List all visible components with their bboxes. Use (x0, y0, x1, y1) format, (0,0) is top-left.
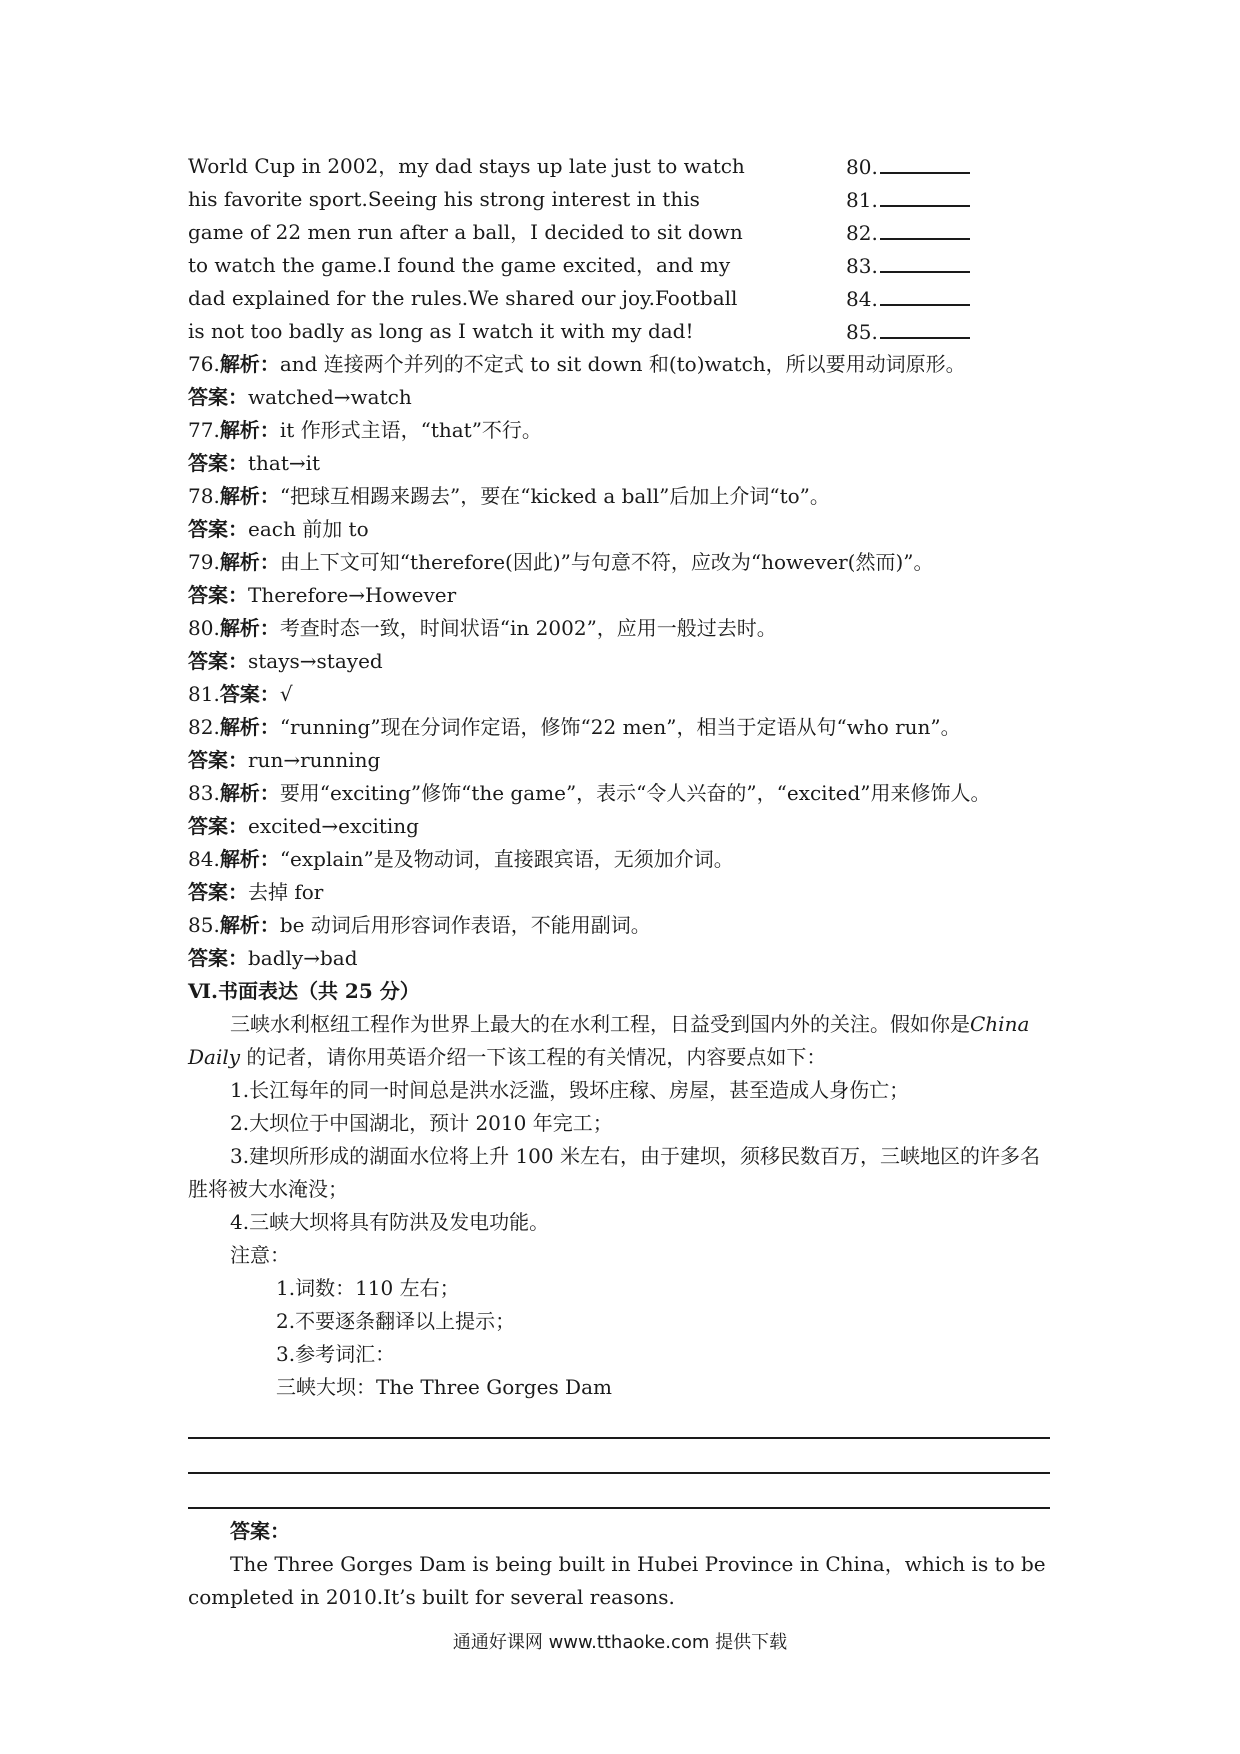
answer-blank (846, 249, 970, 283)
blank-line[interactable] (880, 315, 970, 339)
item-number: 80. (188, 616, 220, 640)
item-label: 答案： (188, 946, 248, 970)
item-number: 82. (188, 715, 220, 739)
answer-item (188, 447, 1058, 480)
blank-number: 83. (846, 254, 878, 278)
answer-item (188, 744, 1058, 777)
passage-text: dad explained for the rules.We shared our joy.Football (188, 286, 738, 310)
answer-item (188, 711, 1058, 744)
answer-item (188, 645, 1058, 678)
answer-list (188, 348, 1058, 975)
passage-line (188, 150, 1058, 183)
item-text: be 动词后用形容词作表语，不能用副词。 (279, 913, 651, 937)
item-label: 答案： (188, 517, 248, 541)
item-text: watched→watch (248, 385, 412, 409)
writing-line[interactable] (188, 1439, 1050, 1474)
blank-line[interactable] (880, 150, 970, 174)
item-label: 答案： (219, 682, 280, 706)
model-answer-text: The Three Gorges Dam is being built in Hubei Province in China，which is to be completed in 2010.It’s built for several reasons. (188, 1552, 1046, 1609)
answer-blank (846, 150, 970, 184)
item-text: 要用“exciting”修饰“the game”，表示“令人兴奋的”，“excited”用来修饰人。 (279, 781, 991, 805)
item-label: 答案： (188, 583, 248, 607)
answer-item (188, 513, 1058, 546)
task-point: 1.长江每年的同一时间总是洪水泛滥，毁坏庄稼、房屋，甚至造成人身伤亡； (230, 1078, 910, 1102)
item-text: “running”现在分词作定语，修饰“22 men”，相当于定语从句“who run”。 (279, 715, 961, 739)
item-text: Therefore→However (248, 583, 457, 607)
writing-area (188, 1404, 1058, 1509)
passage-text: to watch the game.I found the game excited，and my (188, 253, 731, 277)
section-title: Ⅵ.书面表达（共 25 分） (188, 979, 420, 1003)
blank-number: 80. (846, 155, 878, 179)
page-footer: 通通好课网 www.tthaoke.com 提供下载 (452, 1632, 788, 1653)
item-label: 解析： (219, 847, 280, 871)
item-label: 解析： (219, 550, 280, 574)
answer-item (188, 579, 1058, 612)
blank-number: 85. (846, 320, 878, 344)
item-text: 由上下文可知“therefore(因此)”与句意不符，应改为“however(然而)”。 (279, 550, 934, 574)
passage (188, 150, 1058, 348)
passage-text: his favorite sport.Seeing his strong interest in this (188, 187, 700, 211)
item-label: 答案： (188, 385, 248, 409)
answer-item (188, 348, 1058, 381)
passage-line (188, 249, 1058, 282)
model-answer-title: 答案： (230, 1519, 290, 1543)
item-label: 解析： (219, 484, 280, 508)
passage-text: game of 22 men run after a ball，I decided to sit down (188, 220, 743, 244)
passage-text: is not too badly as long as I watch it with my dad! (188, 319, 694, 343)
item-text: and 连接两个并列的不定式 to sit down 和(to)watch，所以要用动词原形。 (279, 352, 966, 376)
answer-item (188, 678, 1058, 711)
item-number: 76. (188, 352, 220, 376)
answer-item (188, 909, 1058, 942)
item-text: each 前加 to (248, 517, 369, 541)
answer-item (188, 381, 1058, 414)
item-label: 解析： (219, 418, 280, 442)
note-title: 注意： (230, 1243, 290, 1267)
passage-line (188, 216, 1058, 249)
item-label: 解析： (219, 352, 280, 376)
item-number: 77. (188, 418, 220, 442)
newspaper-name: China Daily (188, 1012, 1030, 1069)
blank-line[interactable] (880, 249, 970, 273)
blank-line[interactable] (880, 183, 970, 207)
item-number: 84. (188, 847, 220, 871)
item-text: √ (279, 682, 293, 706)
task-intro-part2: 的记者，请你用英语介绍一下该工程的有关情况，内容要点如下： (240, 1045, 827, 1069)
item-text: excited→exciting (248, 814, 419, 838)
item-number: 83. (188, 781, 220, 805)
item-label: 答案： (188, 748, 248, 772)
writing-line[interactable] (188, 1474, 1050, 1509)
note-item: 2.不要逐条翻译以上提示； (276, 1309, 516, 1333)
blank-number: 81. (846, 188, 878, 212)
item-text: stays→stayed (248, 649, 383, 673)
item-text: 考查时态一致，时间状语“in 2002”，应用一般过去时。 (279, 616, 777, 640)
item-label: 解析： (219, 913, 280, 937)
item-text: 去掉 for (248, 880, 324, 904)
item-label: 答案： (188, 880, 248, 904)
answer-blank (846, 183, 970, 217)
item-number: 85. (188, 913, 220, 937)
item-text: “把球互相踢来踢去”，要在“kicked a ball”后加上介词“to”。 (279, 484, 830, 508)
blank-number: 84. (846, 287, 878, 311)
passage-line (188, 315, 1058, 348)
answer-item (188, 843, 1058, 876)
item-number: 78. (188, 484, 220, 508)
answer-item (188, 480, 1058, 513)
blank-number: 82. (846, 221, 878, 245)
answer-item (188, 546, 1058, 579)
blank-line[interactable] (880, 282, 970, 306)
answer-blank (846, 315, 970, 349)
item-number: 79. (188, 550, 220, 574)
item-text: “explain”是及物动词，直接跟宾语，无须加介词。 (279, 847, 734, 871)
item-text: badly→bad (248, 946, 358, 970)
item-label: 答案： (188, 814, 248, 838)
item-label: 答案： (188, 451, 248, 475)
task-intro (188, 1008, 1058, 1074)
item-label: 解析： (219, 781, 280, 805)
answer-item (188, 810, 1058, 843)
item-label: 解析： (219, 616, 280, 640)
answer-item (188, 942, 1058, 975)
item-text: run→running (248, 748, 381, 772)
answer-item (188, 777, 1058, 810)
passage-text: World Cup in 2002，my dad stays up late just to watch (188, 154, 745, 178)
task-point: 2.大坝位于中国湖北，预计 2010 年完工； (230, 1111, 613, 1135)
task-point: 4.三峡大坝将具有防洪及发电功能。 (230, 1210, 550, 1234)
task-point: 3.建坝所形成的湖面水位将上升 100 米左右，由于建坝，须移民数百万，三峡地区的许多名胜将被大水淹没； (188, 1144, 1040, 1201)
writing-line[interactable] (188, 1404, 1050, 1439)
item-text: that→it (248, 451, 321, 475)
note-item: 三峡大坝：The Three Gorges Dam (276, 1375, 612, 1399)
blank-line[interactable] (880, 216, 970, 240)
answer-blank (846, 216, 970, 250)
item-label: 答案： (188, 649, 248, 673)
answer-item (188, 414, 1058, 447)
item-label: 解析： (219, 715, 280, 739)
note-item: 3.参考词汇： (276, 1342, 396, 1366)
note-item: 1.词数：110 左右； (276, 1276, 460, 1300)
answer-item (188, 612, 1058, 645)
passage-line (188, 183, 1058, 216)
answer-blank (846, 282, 970, 316)
document-page (188, 150, 1058, 1614)
answer-item (188, 876, 1058, 909)
item-number: 81. (188, 682, 220, 706)
item-text: it 作形式主语，“that”不行。 (279, 418, 542, 442)
passage-line (188, 282, 1058, 315)
task-intro-part1: 三峡水利枢纽工程作为世界上最大的在水利工程，日益受到国内外的关注。假如你是 (230, 1012, 970, 1036)
